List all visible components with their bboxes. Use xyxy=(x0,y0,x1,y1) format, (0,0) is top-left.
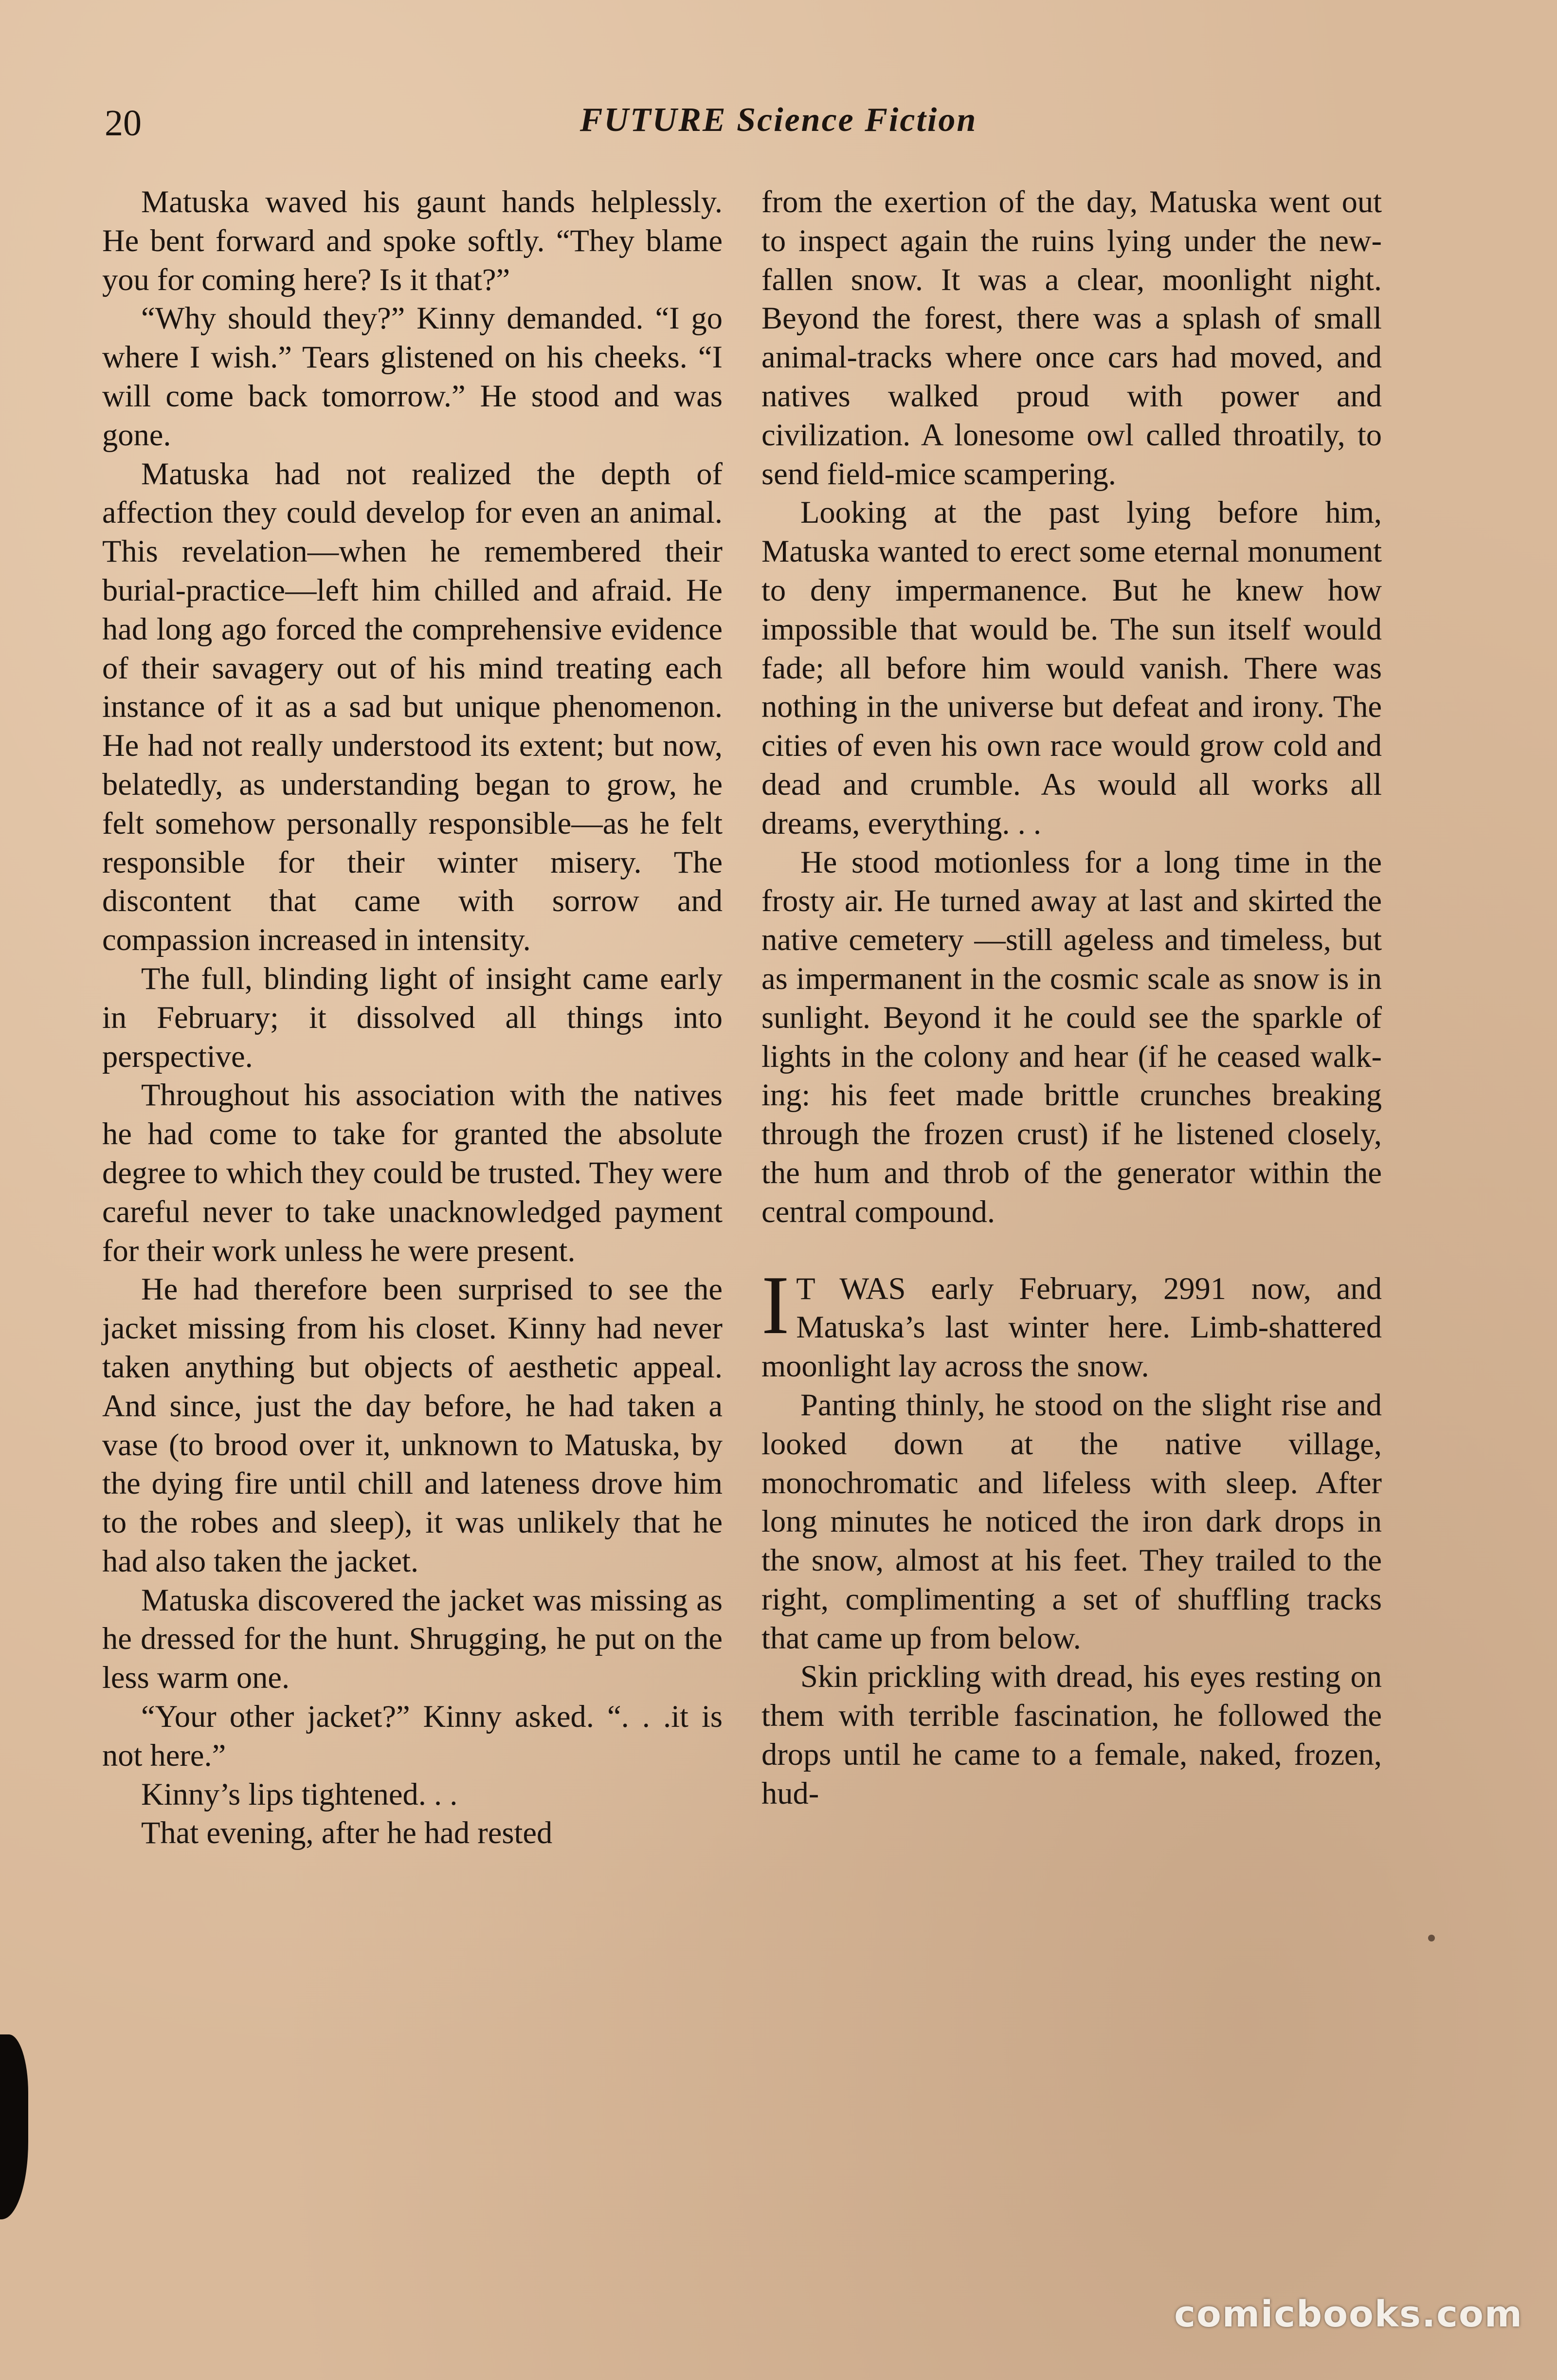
left-paragraph-7: Matuska discovered the jacket was missing as he dressed for the hunt. Shrugging, he put on the less warm one. xyxy=(102,1582,723,1695)
left-paragraph-8: “Your other jacket?” Kinny asked. “. . .it is not here.” xyxy=(102,1699,723,1773)
right-paragraph-1: Looking at the past lying before him, Matuska wanted to erect some eternal monument to deny impermanence. But he knew how impossible that would be. The sun itself would fade; all before him would vanish. There was nothing in the universe but defeat and irony. The cities of even his own race would grow cold and dead and crumble. As would all works all dreams, everything. . . xyxy=(761,495,1382,841)
left-paragraph-2: “Why should they?” Kinny demanded. “I go where I wish.” Tears glistened on his cheeks. “I will come back tomorrow.” He stood and was gone. xyxy=(102,301,723,452)
left-paragraph-1: Matuska waved his gaunt hands helplessly. He bent forward and spoke softly. “They blame you for coming here? Is it that?” xyxy=(102,184,723,297)
left-paragraph-9: Kinny’s lips tightened. . . xyxy=(141,1776,458,1812)
page-edge-stain xyxy=(0,2034,28,2219)
right-paragraph-2: He stood motionless for a long time in the frosty air. He turned away at last and skirted the native cemetery —still ageless and timeless, but as impermanent in the cosmic scale as snow is in sunlight. Beyond it he could see the sparkle of lights in the colony and hear (if he ceased walking: his feet made brittle crunches breaking through the frozen crust) if he listened closely, the hum and throb of the generator within the central compound. xyxy=(761,844,1382,1229)
right-paragraph-3: Panting thinly, he stood on the slight rise and looked down at the native village, monochromatic and lifeless with sleep. After long minutes he noticed the iron dark drops in the snow, almost at his feet. They trailed to the right, complimenting a set of shuffling tracks that came up from below. xyxy=(761,1387,1382,1655)
left-paragraph-3: Matuska had not realized the depth of affection they could develop for even an animal. This revelation—when he remembered their burial-practice—left him chilled and afraid. He had long ago forced the comprehensive evidence of their savagery out of his mind treating each instance of it as a sad but unique phenomenon. He had not really understood its extent; but now, belatedly, as understanding began to grow, he felt somehow personally responsible—as he felt responsible for their winter misery. The discontent that came with sorrow and compassion increased in intensity. xyxy=(102,456,723,957)
right-paragraph-4: Skin prickling with dread, his eyes resting on them with terrible fascination, he followed the drops until he came to a female, naked, frozen, hud- xyxy=(761,1659,1382,1811)
paper-speck xyxy=(1428,1935,1435,1941)
section-opening-text: T WAS early February, 2991 now, and Matuska’s last winter here. Limb-shattered moonlight lay across the snow. xyxy=(761,1271,1382,1384)
right-column xyxy=(761,183,1382,1813)
page-number: 20 xyxy=(105,103,142,144)
section-opening-paragraph xyxy=(761,1259,1382,1386)
left-column xyxy=(102,183,723,1852)
right-continuation-paragraph: from the exertion of the day, Matuska went out to inspect again the ruins lying under the new-fallen snow. It was a clear, moonlight night. Beyond the forest, there was a splash of small animal-tracks where once cars had moved, and natives walked proud with power and civilization. A lonesome owl called throatily, to send field-mice scampering. xyxy=(761,184,1382,491)
left-paragraph-6: He had therefore been surprised to see the jacket missing from his closet. Kinny had never taken anything but objects of aesthetic appeal. And since, just the day before, he had taken a vase (to brood over it, unknown to Matuska, by the dying fire until chill and lateness drove him to the robes and sleep), it was unlikely that he had also taken the jacket. xyxy=(102,1272,723,1578)
running-head-title: FUTURE Science Fiction xyxy=(579,101,978,139)
left-paragraph-4: The full, blinding light of insight came early in February; it dissolved all things into perspective. xyxy=(102,961,723,1074)
left-paragraph-5: Throughout his association with the natives he had come to take for granted the absolute degree to which they could be trusted. They were careful never to take unacknowledged payment for their work unless he were present. xyxy=(102,1078,723,1268)
site-watermark: comicbooks.com xyxy=(1174,2293,1523,2335)
drop-cap: I xyxy=(761,1259,790,1352)
left-paragraph-10: That evening, after he had rested xyxy=(141,1815,553,1850)
